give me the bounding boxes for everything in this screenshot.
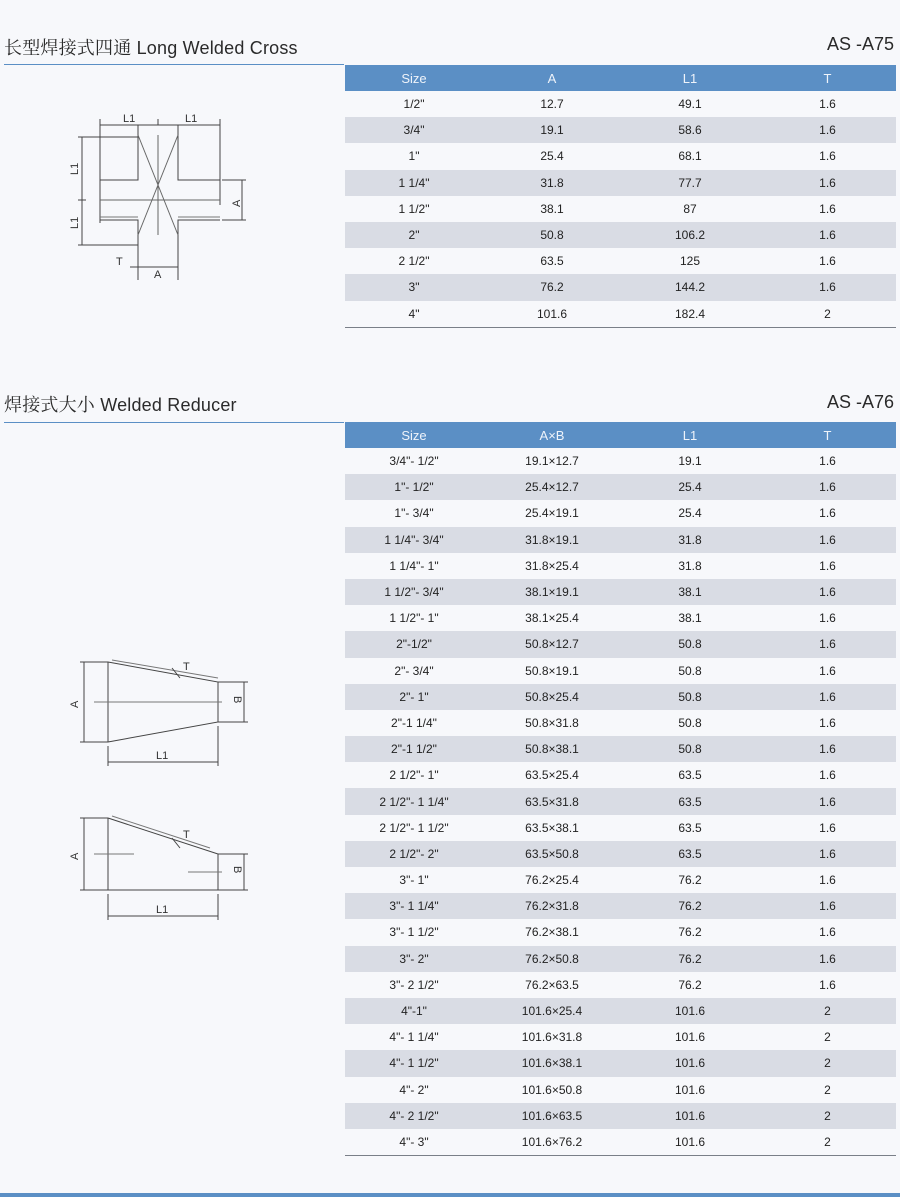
l1-label: L1 [123,113,136,125]
cell-t: 1.6 [759,170,896,196]
reducer-spec-table [345,422,896,1156]
cell-a: 25.4 [483,143,621,169]
cell-a: 101.6 [483,301,621,328]
cell-t: 2 [759,998,896,1024]
cell-axb: 50.8×38.1 [483,736,621,762]
cell-size: 3/4"- 1/2" [345,448,483,474]
cell-t: 1.6 [759,684,896,710]
header-axb: A×B [483,422,621,448]
cell-t: 1.6 [759,527,896,553]
cell-l1: 87 [621,196,759,222]
cell-size: 3"- 1 1/2" [345,919,483,945]
table-row [345,841,896,867]
cell-size: 4"- 2" [345,1077,483,1103]
cell-a: 31.8 [483,170,621,196]
cell-size: 1 1/4"- 3/4" [345,527,483,553]
eccentric-reducer-diagram [60,810,260,930]
cell-size: 1"- 3/4" [345,500,483,526]
cell-size: 2"- 3/4" [345,658,483,684]
cell-t: 1.6 [759,736,896,762]
cell-t: 1.6 [759,710,896,736]
section-title-reducer: 焊接式大小 Welded Reducer [4,395,237,415]
cell-l1: 31.8 [621,527,759,553]
title-underline [4,64,344,65]
cell-t: 2 [759,1050,896,1076]
cell-l1: 25.4 [621,500,759,526]
cell-l1: 101.6 [621,1129,759,1156]
cell-t: 1.6 [759,91,896,117]
b-label: B [231,696,243,704]
cell-axb: 76.2×38.1 [483,919,621,945]
cell-t: 1.6 [759,274,896,300]
a-label: A [69,700,81,708]
cell-axb: 63.5×25.4 [483,762,621,788]
cell-t: 1.6 [759,474,896,500]
table-row [345,998,896,1024]
cell-t: 1.6 [759,579,896,605]
cell-axb: 38.1×19.1 [483,579,621,605]
part-code-cross: AS -A75 [826,34,894,54]
cell-l1: 50.8 [621,736,759,762]
cell-axb: 101.6×31.8 [483,1024,621,1050]
cell-l1: 125 [621,248,759,274]
cell-size: 4"- 2 1/2" [345,1103,483,1129]
cell-t: 2 [759,1077,896,1103]
table-row [345,762,896,788]
table-row [345,1103,896,1129]
l1-label: L1 [185,113,198,125]
cell-axb: 101.6×25.4 [483,998,621,1024]
cell-axb: 101.6×76.2 [483,1129,621,1156]
table-row [345,248,896,274]
table-row [345,1024,896,1050]
table-row [345,527,896,553]
header-l1: L1 [621,422,759,448]
cell-l1: 76.2 [621,972,759,998]
cell-size: 4"- 3" [345,1129,483,1156]
header-t: T [759,65,896,91]
cell-t: 2 [759,1024,896,1050]
cell-t: 1.6 [759,605,896,631]
cell-t: 1.6 [759,553,896,579]
cell-t: 1.6 [759,867,896,893]
cell-l1: 106.2 [621,222,759,248]
table-row [345,117,896,143]
cell-a: 38.1 [483,196,621,222]
cell-t: 1.6 [759,248,896,274]
a-label: A [69,852,81,860]
t-label: T [116,256,123,268]
cell-axb: 50.8×12.7 [483,631,621,657]
l1-label: L1 [69,216,81,229]
table-row [345,631,896,657]
cell-axb: 101.6×63.5 [483,1103,621,1129]
header-l1: L1 [621,65,759,91]
cell-axb: 25.4×12.7 [483,474,621,500]
cell-l1: 68.1 [621,143,759,169]
table-row [345,448,896,474]
table-row [345,579,896,605]
cell-axb: 50.8×31.8 [483,710,621,736]
table-row [345,972,896,998]
cell-t: 1.6 [759,196,896,222]
cell-l1: 31.8 [621,553,759,579]
cell-size: 3"- 1" [345,867,483,893]
cell-l1: 49.1 [621,91,759,117]
cell-size: 1 1/2"- 3/4" [345,579,483,605]
cell-size: 3"- 2 1/2" [345,972,483,998]
cell-l1: 19.1 [621,448,759,474]
cell-t: 1.6 [759,919,896,945]
cell-l1: 63.5 [621,815,759,841]
cell-axb: 19.1×12.7 [483,448,621,474]
cell-size: 2 1/2"- 1 1/2" [345,815,483,841]
table-row [345,788,896,814]
cell-size: 1 1/2"- 1" [345,605,483,631]
table-row [345,170,896,196]
cell-t: 1.6 [759,841,896,867]
cell-size: 3" [345,274,483,300]
header-size: Size [345,65,483,91]
cell-l1: 101.6 [621,1077,759,1103]
cell-l1: 58.6 [621,117,759,143]
table-row [345,919,896,945]
cell-t: 1.6 [759,448,896,474]
cell-axb: 63.5×31.8 [483,788,621,814]
cell-l1: 101.6 [621,1024,759,1050]
cell-axb: 50.8×25.4 [483,684,621,710]
cell-size: 2"-1 1/4" [345,710,483,736]
table-row [345,143,896,169]
cell-axb: 101.6×38.1 [483,1050,621,1076]
cell-size: 2"-1/2" [345,631,483,657]
cell-axb: 76.2×63.5 [483,972,621,998]
table-row [345,1129,896,1156]
l1-label: L1 [69,162,81,175]
cell-t: 1.6 [759,972,896,998]
table-row [345,605,896,631]
cell-t: 1.6 [759,946,896,972]
cell-l1: 144.2 [621,274,759,300]
table-row [345,91,896,117]
cell-l1: 182.4 [621,301,759,328]
footer-rule [0,1193,900,1197]
cell-t: 1.6 [759,222,896,248]
table-row [345,222,896,248]
cell-t: 1.6 [759,117,896,143]
cell-size: 3"- 1 1/4" [345,893,483,919]
table-row [345,474,896,500]
table-row [345,684,896,710]
table-row [345,500,896,526]
table-row [345,946,896,972]
t-label: T [183,829,190,841]
cell-axb: 101.6×50.8 [483,1077,621,1103]
table-row [345,196,896,222]
cell-l1: 63.5 [621,841,759,867]
table-row [345,710,896,736]
cell-l1: 76.2 [621,893,759,919]
cell-l1: 101.6 [621,1103,759,1129]
cell-l1: 63.5 [621,762,759,788]
cell-size: 4"- 1 1/2" [345,1050,483,1076]
cell-axb: 31.8×25.4 [483,553,621,579]
cell-axb: 76.2×31.8 [483,893,621,919]
cell-axb: 63.5×38.1 [483,815,621,841]
cell-l1: 101.6 [621,998,759,1024]
table-row [345,736,896,762]
cell-t: 1.6 [759,762,896,788]
cell-l1: 76.2 [621,946,759,972]
cell-a: 76.2 [483,274,621,300]
cell-l1: 101.6 [621,1050,759,1076]
header-size: Size [345,422,483,448]
cell-size: 2" [345,222,483,248]
header-a: A [483,65,621,91]
cell-size: 2 1/2"- 1" [345,762,483,788]
cell-l1: 50.8 [621,631,759,657]
table-row [345,553,896,579]
cell-a: 12.7 [483,91,621,117]
table-row [345,815,896,841]
cell-l1: 76.2 [621,867,759,893]
cell-t: 2 [759,1103,896,1129]
l1-label: L1 [156,750,169,762]
cell-l1: 38.1 [621,605,759,631]
cell-size: 2"- 1" [345,684,483,710]
cell-size: 4"- 1 1/4" [345,1024,483,1050]
cross-spec-table [345,65,896,328]
table-row [345,867,896,893]
cell-t: 1.6 [759,788,896,814]
table-row [345,301,896,328]
cell-t: 1.6 [759,143,896,169]
concentric-reducer-diagram [60,650,260,785]
cell-t: 2 [759,301,896,328]
cell-size: 3"- 2" [345,946,483,972]
cell-size: 1"- 1/2" [345,474,483,500]
cell-l1: 63.5 [621,788,759,814]
a-label: A [231,199,243,207]
t-label: T [183,661,190,673]
cell-size: 1 1/2" [345,196,483,222]
cell-axb: 25.4×19.1 [483,500,621,526]
table-row [345,658,896,684]
cell-t: 1.6 [759,500,896,526]
cell-size: 1" [345,143,483,169]
cell-size: 2"-1 1/2" [345,736,483,762]
cell-size: 2 1/2"- 2" [345,841,483,867]
cell-size: 1 1/4" [345,170,483,196]
cell-axb: 76.2×25.4 [483,867,621,893]
cell-t: 1.6 [759,658,896,684]
cell-size: 1 1/4"- 1" [345,553,483,579]
cell-size: 1/2" [345,91,483,117]
cell-l1: 77.7 [621,170,759,196]
part-code-reducer: AS -A76 [826,392,894,412]
cell-t: 1.6 [759,893,896,919]
cell-l1: 25.4 [621,474,759,500]
cell-l1: 50.8 [621,658,759,684]
b-label: B [231,866,243,874]
title-underline [4,422,344,423]
table-header-row [345,422,896,448]
section-title-cross: 长型焊接式四通 Long Welded Cross [4,38,298,58]
cell-a: 63.5 [483,248,621,274]
cell-axb: 31.8×19.1 [483,527,621,553]
cell-t: 1.6 [759,815,896,841]
cell-a: 19.1 [483,117,621,143]
table-row [345,1077,896,1103]
long-welded-cross-diagram [60,95,260,290]
cell-l1: 76.2 [621,919,759,945]
cell-t: 2 [759,1129,896,1156]
a-label: A [154,269,162,281]
cell-size: 4" [345,301,483,328]
table-row [345,274,896,300]
cell-axb: 63.5×50.8 [483,841,621,867]
table-row [345,893,896,919]
cell-size: 2 1/2"- 1 1/4" [345,788,483,814]
cell-axb: 38.1×25.4 [483,605,621,631]
cell-t: 1.6 [759,631,896,657]
cell-l1: 50.8 [621,710,759,736]
cell-size: 4"-1" [345,998,483,1024]
cell-size: 2 1/2" [345,248,483,274]
cell-axb: 76.2×50.8 [483,946,621,972]
cell-l1: 38.1 [621,579,759,605]
cell-axb: 50.8×19.1 [483,658,621,684]
cell-l1: 50.8 [621,684,759,710]
table-row [345,1050,896,1076]
cell-a: 50.8 [483,222,621,248]
header-t: T [759,422,896,448]
l1-label: L1 [156,904,169,916]
table-header-row [345,65,896,91]
cell-size: 3/4" [345,117,483,143]
